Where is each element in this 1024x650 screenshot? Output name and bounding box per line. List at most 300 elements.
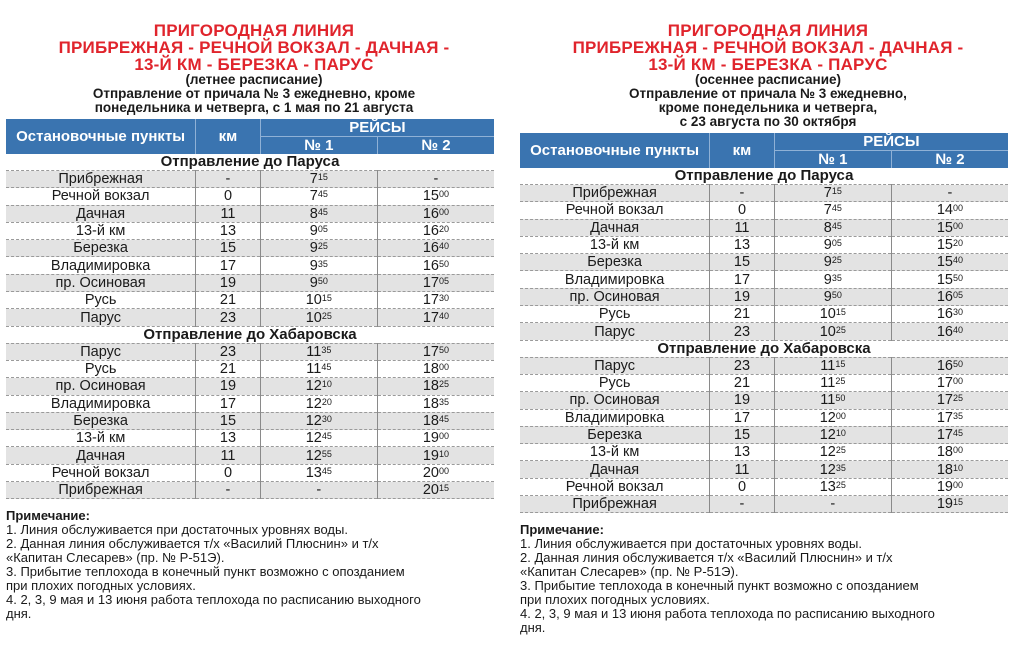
stop-km: 15 [710,254,775,271]
trip-2-time [891,288,1008,305]
time-hours: 18 [936,444,953,461]
schedule-row [520,185,1008,202]
trip-1-time [260,205,377,222]
schedule-row [6,482,494,499]
schedule-row [520,288,1008,305]
stop-km: 21 [710,306,775,323]
time-hours: 11 [820,392,836,409]
header-trip-1: № 1 [260,137,377,155]
time-hours: 19 [936,496,953,513]
schedule-row [6,447,494,464]
trip-1-time [260,343,377,360]
header-stops: Остановочные пункты [520,133,710,168]
time-hours: 12 [819,409,836,426]
schedule-row [520,306,1008,323]
time-hours: 15 [936,219,953,236]
departure-info [520,87,1016,129]
schedule-row [520,323,1008,340]
note-line: 1. Линия обслуживается при достаточных уровнях воды. [520,536,862,552]
stop-name: пр. Осиновая [6,274,196,291]
time-hours: 15 [936,254,953,271]
time-hours: 18 [422,395,439,412]
trip-1-time [774,444,891,461]
time-minutes: 50 [952,272,963,283]
summer-schedule-panel [6,0,502,621]
time-hours: 17 [422,274,439,291]
time-hours: 16 [422,240,439,257]
trip-2-time [891,236,1008,253]
schedule-row [6,430,494,447]
time-hours: 12 [305,447,322,464]
header-trip-2: № 2 [377,137,494,155]
stop-km: - [710,496,775,513]
trip-2-time [377,430,494,447]
stop-km: 0 [710,478,775,495]
time-minutes: 15 [831,186,842,197]
stop-name: Дачная [6,205,196,222]
time-minutes: 25 [438,379,449,390]
stop-name: Владимировка [6,257,196,274]
stop-km: 23 [710,323,775,340]
trip-1-time [774,323,891,340]
trip-2-time [377,257,494,274]
time-minutes: 10 [321,379,332,390]
time-hours: 9 [823,254,832,271]
stop-km: 17 [196,257,261,274]
time-hours: 9 [309,240,318,257]
notes-block [6,509,502,621]
stop-km: 11 [710,461,775,478]
trip-1-time [774,478,891,495]
schedule-row [520,392,1008,409]
header-km: км [196,119,261,154]
stop-km: 15 [196,240,261,257]
route-title-line: ПРИГОРОДНАЯ ЛИНИЯ [153,21,355,40]
time-hours: 10 [305,292,322,309]
time-minutes: 50 [835,393,846,404]
trip-1-time [260,274,377,291]
time-minutes: 45 [831,203,842,214]
time-hours: 17 [936,392,953,409]
stop-name: Березка [520,254,710,271]
time-minutes: 00 [952,376,963,387]
trip-2-time [891,185,1008,202]
stop-name: Парус [520,357,710,374]
time-minutes: 50 [952,358,963,369]
time-hours: 16 [422,223,439,240]
time-hours: - [316,482,322,499]
time-minutes: 40 [438,310,449,321]
time-hours: 11 [820,375,836,392]
trip-1-time [774,236,891,253]
trip-1-time [774,202,891,219]
time-minutes: 45 [321,362,332,373]
time-minutes: 00 [438,431,449,442]
time-minutes: 05 [831,238,842,249]
stop-name: Владимировка [520,271,710,288]
trip-2-time [891,374,1008,391]
trip-2-time [377,395,494,412]
note-line: 2. Данная линия обслуживается т/х «Василий Плюснин» и т/х [6,536,379,552]
season-label: (осеннее расписание) [694,72,841,87]
time-hours: 12 [305,395,322,412]
time-minutes: 30 [438,293,449,304]
time-minutes: 20 [952,238,963,249]
stop-name: 13-й км [520,236,710,253]
trip-2-time [377,222,494,239]
trip-2-time [377,482,494,499]
section-heading: Отправление до Паруса [520,168,1008,185]
time-hours: 16 [936,323,953,340]
time-hours: 19 [936,478,953,495]
schedule-row [520,236,1008,253]
notes-heading: Примечание: [520,522,604,538]
trip-1-time [774,306,891,323]
time-minutes: 00 [438,362,449,373]
schedule-row [6,464,494,481]
stop-km: 21 [710,374,775,391]
time-minutes: 25 [831,255,842,266]
stop-name: пр. Осиновая [520,288,710,305]
stop-km: 13 [710,236,775,253]
time-minutes: 15 [321,293,332,304]
note-line: при плохих погодных условиях. [520,592,710,608]
time-minutes: 50 [317,275,328,286]
schedule-row [520,478,1008,495]
time-minutes: 45 [321,465,332,476]
departure-info-line: кроме понедельника и четверга, [658,100,878,115]
schedule-table [6,119,494,499]
time-minutes: 45 [317,189,328,200]
trip-1-time [260,292,377,309]
time-hours: 15 [936,271,953,288]
time-hours: 18 [422,378,439,395]
time-minutes: 40 [952,324,963,335]
trip-2-time [377,412,494,429]
time-hours: 12 [305,413,322,429]
trip-2-time [377,188,494,205]
schedule-row [520,219,1008,236]
time-hours: 9 [309,257,318,274]
stop-name: Русь [6,292,196,309]
departure-info-line: Отправление от причала № 3 ежедневно, [629,86,907,101]
time-minutes: 25 [321,310,332,321]
trip-1-time [774,392,891,409]
stop-name: Русь [520,306,710,323]
time-minutes: 45 [321,431,332,442]
header-trips: РЕЙСЫ [774,133,1008,151]
section-heading: Отправление до Хабаровска [6,326,494,343]
time-hours: - [947,185,953,202]
time-hours: 17 [422,343,439,360]
time-hours: 9 [823,288,832,305]
time-minutes: 05 [952,289,963,300]
header-stops: Остановочные пункты [6,119,196,154]
time-hours: 16 [936,306,953,323]
stop-km: 0 [196,464,261,481]
departure-info-line: Отправление от причала № 3 ежедневно, кроме [92,86,416,101]
time-minutes: 05 [438,275,449,286]
time-hours: 10 [305,309,322,326]
time-hours: 7 [823,185,832,202]
time-minutes: 35 [835,462,846,473]
trip-2-time [377,309,494,326]
time-minutes: 00 [952,203,963,214]
trip-1-time [260,257,377,274]
time-hours: 12 [819,444,836,461]
stop-name: Березка [6,240,196,257]
note-line: 3. Прибытие теплохода в конечный пункт возможно с опозданием [520,578,919,594]
route-title-line: 13-Й КМ - БЕРЕЗКА - ПАРУС [648,55,888,74]
time-minutes: 15 [438,483,449,494]
stop-name: Парус [520,323,710,340]
time-minutes: 10 [835,428,846,438]
time-hours: 11 [820,357,836,374]
trip-2-time [891,496,1008,513]
time-hours: 14 [936,202,953,219]
route-title-line: ПРИБРЕЖНАЯ - РЕЧНОЙ ВОКЗАЛ - ДАЧНАЯ - [572,38,964,57]
time-hours: 17 [936,427,953,443]
trip-1-time [260,447,377,464]
time-minutes: 25 [952,393,963,404]
trip-1-time [260,309,377,326]
time-hours: 15 [936,237,953,254]
stop-name: Речной вокзал [6,464,196,481]
stop-km: 17 [710,409,775,426]
stop-km: 19 [710,392,775,409]
stop-km: 11 [196,447,261,464]
trip-2-time [377,274,494,291]
stop-name: 13-й км [520,444,710,461]
time-minutes: 25 [835,376,846,387]
schedule-row [6,257,494,274]
trip-1-time [774,409,891,426]
stop-name: Русь [520,374,710,391]
schedule-row [520,426,1008,443]
time-hours: 19 [422,447,439,464]
time-hours: 12 [305,378,322,395]
time-hours: 13 [819,478,836,495]
trip-2-time [377,171,494,188]
stop-km: 11 [710,219,775,236]
time-hours: 7 [823,202,832,219]
trip-1-time [260,482,377,499]
trip-2-time [891,392,1008,409]
trip-2-time [377,447,494,464]
trip-2-time [377,205,494,222]
stop-km: 0 [710,202,775,219]
time-hours: 20 [422,464,439,481]
stop-name: Владимировка [6,395,196,412]
schedule-row [520,496,1008,513]
header-trip-2: № 2 [891,151,1008,169]
time-minutes: 50 [438,258,449,269]
time-hours: 12 [819,461,836,478]
time-hours: 17 [936,375,953,392]
time-hours: 10 [819,306,836,323]
note-line: 1. Линия обслуживается при достаточных уровнях воды. [6,522,348,538]
header-trip-1: № 1 [774,151,891,169]
stop-km: 0 [196,188,261,205]
time-hours: 17 [422,292,439,309]
stop-km: 17 [710,271,775,288]
stop-name: Дачная [6,447,196,464]
schedule-row [6,171,494,188]
time-minutes: 45 [952,428,963,438]
stop-km: - [710,185,775,202]
time-minutes: 35 [831,272,842,283]
stop-name: Речной вокзал [520,478,710,495]
trip-1-time [260,188,377,205]
time-minutes: 35 [952,410,963,421]
trip-2-time [377,378,494,395]
time-hours: 8 [823,219,832,236]
time-minutes: 45 [831,220,842,231]
stop-km: 19 [196,378,261,395]
time-minutes: 20 [321,396,332,407]
trip-2-time [891,254,1008,271]
time-minutes: 00 [438,465,449,476]
time-minutes: 35 [317,258,328,269]
time-minutes: 00 [438,206,449,217]
schedule-row [6,240,494,257]
schedule-row [6,378,494,395]
note-line: 4. 2, 3, 9 мая и 13 июня работа теплохода по расписанию выходного [6,592,421,608]
notes-heading: Примечание: [6,508,90,524]
time-hours: 7 [309,188,318,205]
time-minutes: 00 [835,410,846,421]
time-minutes: 00 [438,189,449,200]
time-hours: 16 [936,288,953,305]
trip-2-time [891,306,1008,323]
trip-2-time [891,323,1008,340]
note-line: дня. [520,620,546,636]
section-heading: Отправление до Хабаровска [520,340,1008,357]
trip-2-time [891,426,1008,443]
departure-info-line: понедельника и четверга, с 1 мая по 21 августа [94,100,414,115]
trip-2-time [891,478,1008,495]
stop-name: 13-й км [6,430,196,447]
trip-1-time [774,357,891,374]
note-line: «Капитан Слесарев» (пр. № Р-51Э). [520,564,739,580]
time-minutes: 20 [438,224,449,235]
time-hours: 11 [306,343,322,360]
stop-km: 11 [196,205,261,222]
time-minutes: 30 [952,307,963,318]
time-hours: 18 [936,461,953,478]
note-line: «Капитан Слесарев» (пр. № Р-51Э). [6,550,225,566]
stop-km: 17 [196,395,261,412]
trip-1-time [260,430,377,447]
trip-1-time [260,412,377,429]
schedule-row [6,188,494,205]
trip-1-time [260,222,377,239]
stop-name: Прибрежная [520,496,710,513]
departure-info [6,87,502,115]
time-hours: 9 [823,271,832,288]
stop-km: 19 [710,288,775,305]
trip-2-time [377,343,494,360]
stop-name: пр. Осиновая [6,378,196,395]
header-trips: РЕЙСЫ [260,119,494,137]
schedule-row [520,202,1008,219]
time-minutes: 00 [952,445,963,456]
schedule-row [520,409,1008,426]
section-heading: Отправление до Паруса [6,154,494,171]
trip-1-time [774,288,891,305]
note-line: дня. [6,606,32,622]
route-title-line: ПРИБРЕЖНАЯ - РЕЧНОЙ ВОКЗАЛ - ДАЧНАЯ - [58,38,450,57]
stop-km: 23 [196,309,261,326]
stop-name: Речной вокзал [6,188,196,205]
stop-km: 15 [196,412,261,429]
trip-1-time [260,378,377,395]
schedule-row [520,374,1008,391]
time-minutes: 10 [438,448,449,459]
stop-name: Прибрежная [6,482,196,499]
time-minutes: 55 [321,448,332,459]
stop-name: Прибрежная [520,185,710,202]
time-minutes: 25 [835,445,846,456]
schedule-row [6,205,494,222]
time-minutes: 00 [952,479,963,490]
time-minutes: 15 [952,497,963,508]
trip-2-time [891,409,1008,426]
time-hours: 10 [819,323,836,340]
time-hours: 18 [422,361,439,378]
stop-name: Владимировка [520,409,710,426]
stop-km: 23 [196,343,261,360]
time-minutes: 15 [835,358,846,369]
trip-2-time [377,360,494,377]
time-minutes: 15 [317,172,328,183]
time-hours: 13 [305,464,322,481]
departure-info-line: с 23 августа по 30 октября [679,114,857,129]
time-minutes: 15 [835,307,846,318]
route-title-line: ПРИГОРОДНАЯ ЛИНИЯ [667,21,869,40]
stop-km: - [196,171,261,188]
autumn-schedule-panel [520,0,1016,635]
trip-2-time [891,461,1008,478]
trip-1-time [774,374,891,391]
note-line: 2. Данная линия обслуживается т/х «Василий Плюснин» и т/х [520,550,893,566]
note-line: 4. 2, 3, 9 мая и 13 июня работа теплохода по расписанию выходного [520,606,935,622]
time-hours: 18 [422,413,439,429]
trip-2-time [891,444,1008,461]
time-hours: 15 [422,188,439,205]
trip-2-time [891,357,1008,374]
stop-km: 13 [196,222,261,239]
trip-1-time [260,360,377,377]
stop-name: Дачная [520,461,710,478]
stop-name: Дачная [520,219,710,236]
time-hours: 17 [936,409,953,426]
schedule-row [6,360,494,377]
schedule-row [6,343,494,360]
time-hours: 20 [422,482,439,499]
time-hours: 7 [309,171,318,188]
trip-2-time [891,202,1008,219]
stop-km: 13 [196,430,261,447]
time-minutes: 30 [321,414,332,424]
time-hours: 12 [819,427,836,443]
schedule-row [520,271,1008,288]
note-line: 3. Прибытие теплохода в конечный пункт возможно с опозданием [6,564,405,580]
time-hours: 19 [422,430,439,447]
stop-name: 13-й км [6,222,196,239]
trip-1-time [774,271,891,288]
stop-name: Русь [6,360,196,377]
